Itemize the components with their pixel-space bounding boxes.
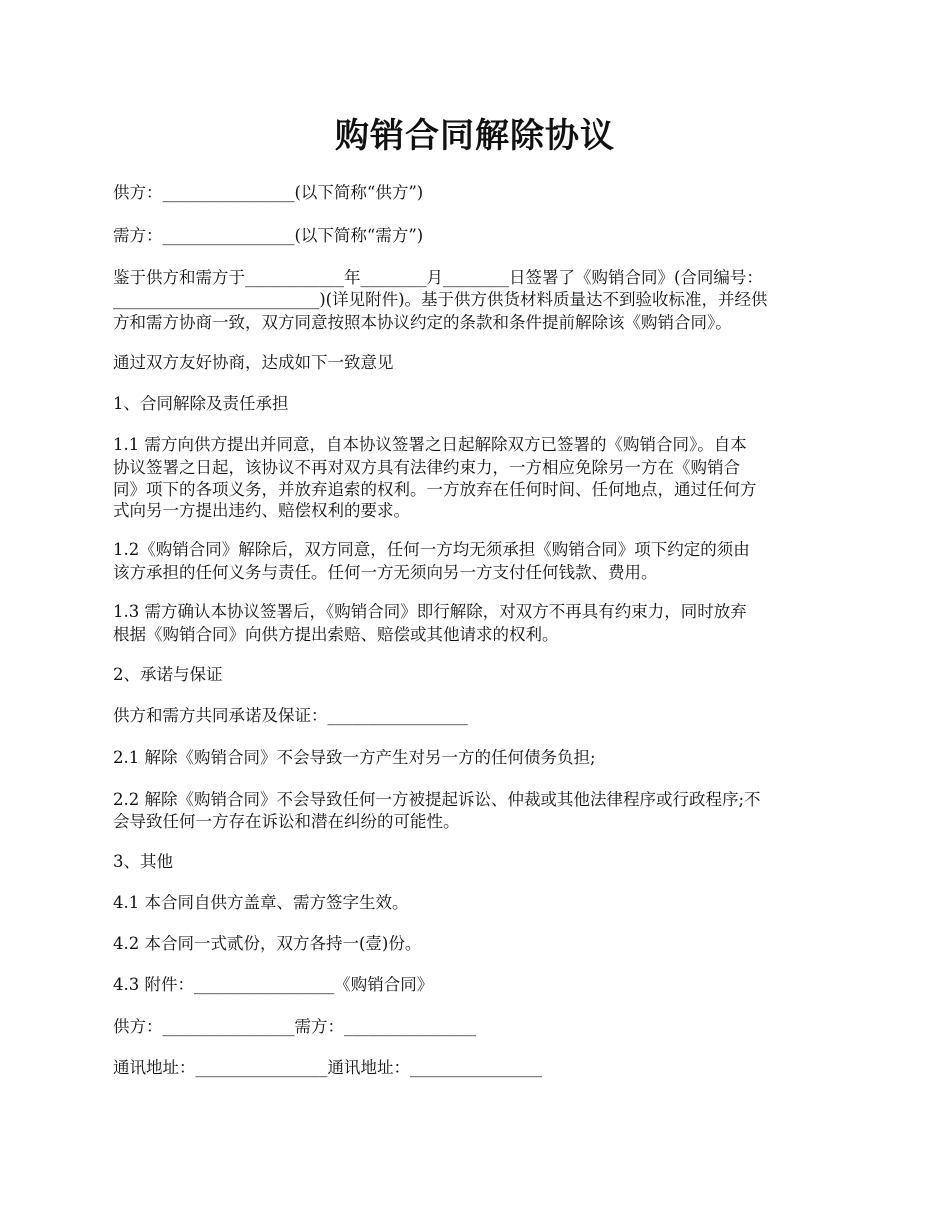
clause-1-1-line-1: 1.1 需方向供方提出并同意，自本协议签署之日起解除双方已签署的《购销合同》。自本 (113, 435, 747, 454)
clause-1-2-line-1: 1.2《购销合同》解除后，双方同意，任何一方均无须承担《购销合同》项下约定的须由 (113, 540, 750, 559)
clause-4-2: 4.2 本合同一式贰份，双方各持一(壹)份。 (113, 934, 422, 953)
supplier-line: 供方：________________(以下简称“供方”) (113, 183, 424, 202)
buyer-line: 需方：________________(以下简称“需方”) (113, 226, 424, 245)
clause-1-1-line-4: 式向另一方提出违约、赔偿权利的要求。 (113, 501, 410, 520)
address-line: 通讯地址：________________通讯地址：________________ (113, 1058, 542, 1077)
clause-4-3: 4.3 附件：_________________《购销合同》 (113, 975, 434, 994)
intro-line-2: _________________________)(详见附件)。基于供方供货材料质量达不到验收标准，并经供 (113, 290, 768, 309)
section-1-heading: 1、合同解除及责任承担 (113, 394, 289, 413)
clause-1-1-line-3: 同》项下的各项义务，并放弃追索的权利。一方放弃在任何时间、任何地点，通过任何方 (113, 480, 757, 499)
clause-4-1: 4.1 本合同自供方盖章、需方签字生效。 (113, 893, 409, 912)
clause-1-2-line-2: 该方承担的任何义务与责任。任何一方无须向另一方支付任何钱款、费用。 (113, 563, 658, 582)
commitment-intro: 供方和需方共同承诺及保证：_________________ (113, 706, 468, 725)
signature-line: 供方：________________需方：________________ (113, 1017, 476, 1036)
clause-1-3-line-1: 1.3 需方确认本协议签署后，《购销合同》即行解除，对双方不再具有约束力，同时放弃 (113, 602, 747, 621)
clause-2-1: 2.1 解除《购销合同》不会导致一方产生对另一方的任何债务负担; (113, 748, 596, 767)
intro-line-1: 鉴于供方和需方于____________年________月________日签署了《购销合同》(合同编号： (113, 268, 763, 287)
clause-1-1-line-2: 协议签署之日起，该协议不再对双方具有法律约束力，一方相应免除另一方在《购销合 (113, 458, 740, 477)
clause-2-2-line-2: 会导致任何一方存在诉讼和潜在纠纷的可能性。 (113, 812, 460, 831)
clause-1-3-line-2: 根据《购销合同》向供方提出索赔、赔偿或其他请求的权利。 (113, 625, 559, 644)
agreement-intro: 通过双方友好协商，达成如下一致意见 (113, 353, 394, 372)
clause-2-2-line-1: 2.2 解除《购销合同》不会导致任何一方被提起诉讼、仲裁或其他法律程序或行政程序;不 (113, 790, 761, 809)
section-2-heading: 2、承诺与保证 (113, 665, 223, 684)
section-3-heading: 3、其他 (113, 852, 173, 871)
intro-line-3: 方和需方协商一致，双方同意按照本协议约定的条款和条件提前解除该《购销合同》。 (113, 313, 732, 332)
document-title: 购销合同解除协议 (335, 116, 615, 156)
